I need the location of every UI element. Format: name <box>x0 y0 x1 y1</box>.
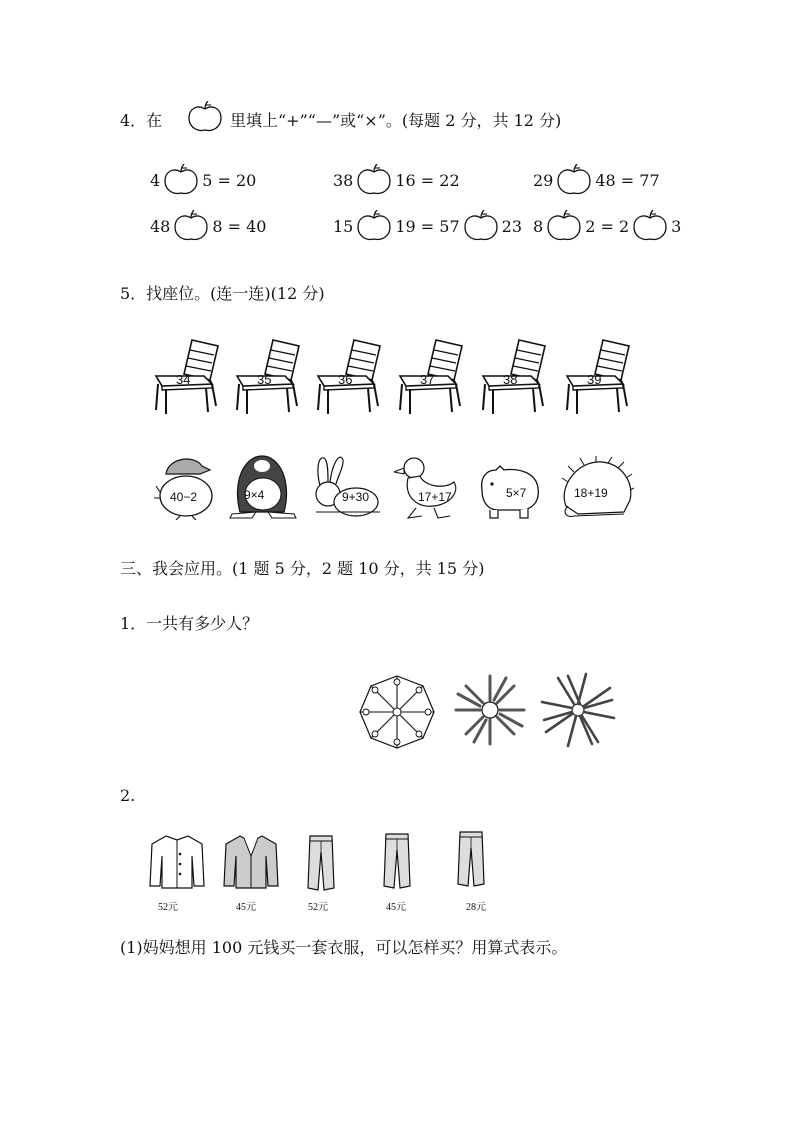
people-circle-3 <box>538 670 618 750</box>
animal-expression: 18+19 <box>574 486 608 500</box>
chair-number: 38 <box>503 372 518 387</box>
duck-icon <box>394 452 464 520</box>
chair-6[interactable] <box>563 336 637 416</box>
rabbit-icon <box>310 452 380 520</box>
clothing-item-2[interactable] <box>222 832 280 913</box>
q4-equation-4: 48 8 = 40 <box>150 210 266 242</box>
clothing-item-3[interactable] <box>292 832 350 913</box>
people-ring-icon <box>450 670 530 750</box>
apple-blank-2[interactable] <box>356 164 392 196</box>
chair-number: 37 <box>420 372 435 387</box>
price-label: 52元 <box>308 902 328 913</box>
section3-title: 三、我会应用。(1 题 5 分，2 题 10 分，共 15 分) <box>120 559 485 578</box>
chair-number: 35 <box>257 372 272 387</box>
apple-blank-7[interactable] <box>546 210 582 242</box>
price-label: 45元 <box>386 902 406 913</box>
chair-1[interactable] <box>152 336 226 416</box>
clothing-item-5[interactable] <box>442 828 500 913</box>
q5-title: 5．找座位。(连一连)(12 分) <box>120 284 325 303</box>
chair-5[interactable] <box>479 336 553 416</box>
q4-equation-1: 4 5 = 20 <box>150 164 256 196</box>
animal-hippo[interactable] <box>474 456 544 524</box>
price-label: 45元 <box>236 902 256 913</box>
animal-penguin[interactable] <box>228 452 298 520</box>
penguin-icon <box>228 452 298 520</box>
price-label: 28元 <box>466 902 486 913</box>
pants-icon <box>368 830 426 892</box>
chair-2[interactable] <box>233 336 307 416</box>
animal-hedgehog[interactable] <box>558 456 634 524</box>
coat-icon <box>148 832 206 894</box>
chair-number: 36 <box>338 372 353 387</box>
pants-icon <box>292 832 350 894</box>
apple-icon <box>184 101 226 133</box>
q4-equation-3: 29 48 = 77 <box>533 164 660 196</box>
apple-blank-4[interactable] <box>173 210 209 242</box>
q4-instruction: 里填上“+”“—”或“×”。(每题 2 分，共 12 分) <box>230 111 562 130</box>
apple-blank-1[interactable] <box>163 164 199 196</box>
q4-equation-2: 38 16 = 22 <box>333 164 460 196</box>
people-ring-icon <box>538 670 618 750</box>
section3-q2: 2. <box>120 786 136 805</box>
animal-expression: 5×7 <box>506 486 527 500</box>
animal-expression: 9+30 <box>342 490 370 504</box>
animal-chick[interactable] <box>152 452 222 520</box>
chair-number: 34 <box>176 372 191 387</box>
apple-blank-6[interactable] <box>463 210 499 242</box>
clothing-item-4[interactable] <box>368 830 426 913</box>
jacket-icon <box>222 832 280 894</box>
section3-q2-part1: (1)妈妈想用 100 元钱买一套衣服，可以怎样买？用算式表示。 <box>120 938 568 957</box>
pants-icon <box>442 828 500 890</box>
section3-q1: 1．一共有多少人？ <box>120 614 259 633</box>
clothing-item-1[interactable] <box>148 832 206 913</box>
apple-blank-8[interactable] <box>632 210 668 242</box>
apple-blank-5[interactable] <box>356 210 392 242</box>
people-circle-2 <box>450 670 530 750</box>
q4-equation-5: 15 19 = 57 23 <box>333 210 522 242</box>
chair-4[interactable] <box>396 336 470 416</box>
animal-expression: 9×4 <box>244 488 265 502</box>
animal-duck[interactable] <box>394 452 464 520</box>
chick-icon <box>152 452 222 520</box>
q4-equation-6: 8 2 = 2 3 <box>533 210 681 242</box>
animal-rabbit[interactable] <box>310 452 380 520</box>
people-circle-1 <box>356 672 438 752</box>
chair-3[interactable] <box>314 336 388 416</box>
apple-blank-3[interactable] <box>556 164 592 196</box>
price-label: 52元 <box>158 902 178 913</box>
animal-expression: 40−2 <box>170 490 198 504</box>
chair-number: 39 <box>587 372 602 387</box>
q4-prefix: 4．在 <box>120 111 163 130</box>
people-ring-icon <box>356 672 438 752</box>
animal-expression: 17+17 <box>418 490 452 504</box>
